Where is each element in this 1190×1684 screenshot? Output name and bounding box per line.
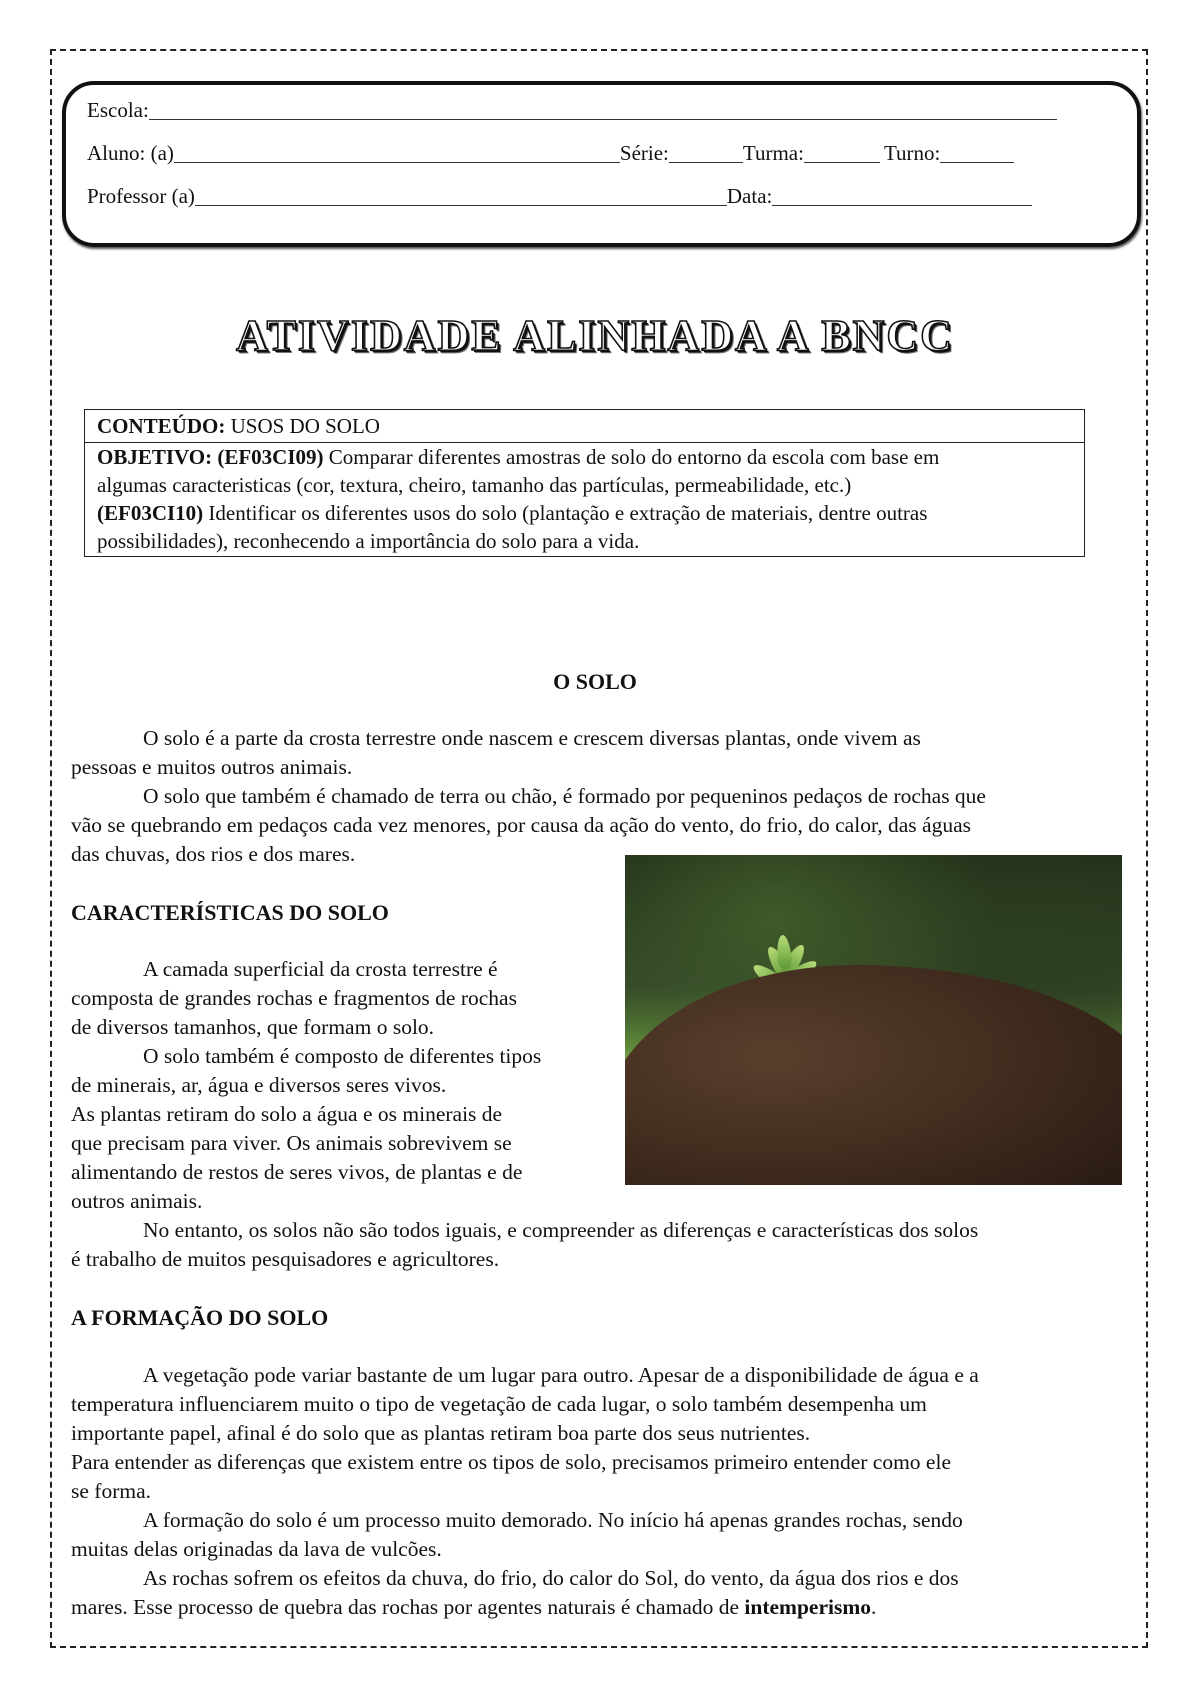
aluno-label: Aluno: (a) xyxy=(87,141,174,165)
line-text: que precisam para viver. Os animais sobrevivem se xyxy=(71,1131,512,1155)
paragraph-line xyxy=(71,1564,959,1593)
line-text: composta de grandes rochas e fragmentos de rochas xyxy=(71,986,517,1010)
objetivo-text: possibilidades), reconhecendo a importância do solo para a vida. xyxy=(97,529,640,553)
line-text: As rochas sofrem os efeitos da chuva, do frio, do calor do Sol, do vento, da água dos rios e dos xyxy=(143,1566,959,1590)
line-text: das chuvas, dos rios e dos mares. xyxy=(71,842,356,866)
objetivo-text: Comparar diferentes amostras de solo do entorno da escola com base em xyxy=(328,445,940,469)
paragraph-line xyxy=(71,782,986,811)
line-text: é trabalho de muitos pesquisadores e agricultores. xyxy=(71,1247,500,1271)
line-text: vão se quebrando em pedaços cada vez menores, por causa da ação do vento, do frio, do calor, das águas xyxy=(71,813,971,837)
line-text: No entanto, os solos não são todos iguais, e compreender as diferenças e características dos solos xyxy=(143,1218,979,1242)
line-text: se forma. xyxy=(71,1479,151,1503)
objetivo-row xyxy=(85,443,1084,555)
objetivo-label: OBJETIVO: xyxy=(97,445,213,469)
paragraph-line xyxy=(71,1419,810,1448)
line-text: A vegetação pode variar bastante de um lugar para outro. Apesar de a disponibilidade de água e a xyxy=(143,1363,979,1387)
heading-o-solo: O SOLO xyxy=(553,669,637,694)
serie-label: Série: xyxy=(619,141,669,165)
conteudo-label: CONTEÚDO: xyxy=(97,414,226,438)
heading-caracteristicas: CARACTERÍSTICAS DO SOLO xyxy=(71,900,389,925)
plant-in-soil-photo xyxy=(625,855,1122,1185)
paragraph-line xyxy=(71,1361,979,1390)
code-ef03ci09: (EF03CI09) xyxy=(217,445,324,469)
professor-label: Professor (a) xyxy=(87,184,195,208)
line-text: pessoas e muitos outros animais. xyxy=(71,755,353,779)
bold-term: intemperismo xyxy=(744,1595,872,1619)
code-ef03ci10: (EF03CI10) xyxy=(97,501,204,525)
aluno-field[interactable] xyxy=(174,145,620,163)
line-text: As plantas retiram do solo a água e os minerais de xyxy=(71,1102,503,1126)
conteudo-value: USOS DO SOLO xyxy=(230,414,380,438)
escola-label: Escola: xyxy=(87,98,149,122)
paragraph-line xyxy=(71,1042,541,1071)
paragraph-line xyxy=(71,1071,446,1100)
line-text: outros animais. xyxy=(71,1189,203,1213)
paragraph-line xyxy=(71,811,971,840)
line-text: O solo é a parte da crosta terrestre onde nascem e crescem diversas plantas, onde vivem as xyxy=(143,726,921,750)
objetivo-text: Identificar os diferentes usos do solo (plantação e extração de materiais, dentre outras xyxy=(208,501,928,525)
paragraph-line xyxy=(71,1506,963,1535)
data-label: Data: xyxy=(726,184,773,208)
line-text: O solo que também é chamado de terra ou chão, é formado por pequeninos pedaços de rochas que xyxy=(143,784,986,808)
line-text: alimentando de restos de seres vivos, de plantas e de xyxy=(71,1160,523,1184)
aluno-row xyxy=(87,141,1014,166)
line-text: mares. Esse processo de quebra das rochas por agentes naturais é chamado de xyxy=(71,1595,745,1619)
line-text: muitas delas originadas da lava de vulcões. xyxy=(71,1537,442,1561)
paragraph-line xyxy=(71,1187,202,1216)
escola-field[interactable] xyxy=(149,102,1057,120)
paragraph-line xyxy=(71,1013,434,1042)
turma-label: Turma: xyxy=(742,141,804,165)
line-text: de minerais, ar, água e diversos seres vivos. xyxy=(71,1073,447,1097)
paragraph-line xyxy=(71,1158,522,1187)
page-title: ATIVIDADE ALINHADA A BNCC xyxy=(236,311,954,360)
paragraph-line xyxy=(71,955,498,984)
line-text: importante papel, afinal é do solo que as plantas retiram boa parte dos seus nutrientes. xyxy=(71,1421,811,1445)
line-text: de diversos tamanhos, que formam o solo. xyxy=(71,1015,435,1039)
paragraph-line xyxy=(71,753,352,782)
conteudo-row xyxy=(85,410,1084,443)
line-text: O solo também é composto de diferentes tipos xyxy=(143,1044,542,1068)
paragraph-line xyxy=(71,1448,951,1477)
line-text: A camada superficial da crosta terrestre é xyxy=(143,957,498,981)
paragraph-line xyxy=(71,1477,151,1506)
content-table xyxy=(84,409,1085,557)
paragraph-line xyxy=(71,1390,927,1419)
paragraph-line xyxy=(71,1216,978,1245)
serie-field[interactable] xyxy=(669,145,743,163)
turno-field[interactable] xyxy=(940,145,1014,163)
objetivo-text: algumas caracteristicas (cor, textura, cheiro, tamanho das partículas, permeabilidade, etc.) xyxy=(97,473,852,497)
paragraph-line xyxy=(71,1535,442,1564)
paragraph-line xyxy=(71,1100,502,1129)
paragraph-line xyxy=(71,1593,876,1622)
line-text: Para entender as diferenças que existem entre os tipos de solo, precisamos primeiro entender como ele xyxy=(71,1450,951,1474)
turma-field[interactable] xyxy=(804,145,880,163)
paragraph-line xyxy=(71,724,921,753)
period: . xyxy=(871,1595,877,1619)
paragraph-line xyxy=(71,984,517,1013)
line-text: temperatura influenciarem muito o tipo de vegetação de cada lugar, o solo também desempenha um xyxy=(71,1392,927,1416)
line-text: A formação do solo é um processo muito demorado. No início há apenas grandes rochas, sendo xyxy=(143,1508,963,1532)
escola-row xyxy=(87,98,1057,123)
heading-formacao: A FORMAÇÃO DO SOLO xyxy=(71,1305,329,1330)
paragraph-line xyxy=(71,1129,512,1158)
turno-label: Turno: xyxy=(883,141,941,165)
paragraph-line xyxy=(71,1245,499,1274)
professor-row xyxy=(87,184,1032,209)
data-field[interactable] xyxy=(772,188,1032,206)
professor-field[interactable] xyxy=(195,188,727,206)
paragraph-line xyxy=(71,840,355,869)
